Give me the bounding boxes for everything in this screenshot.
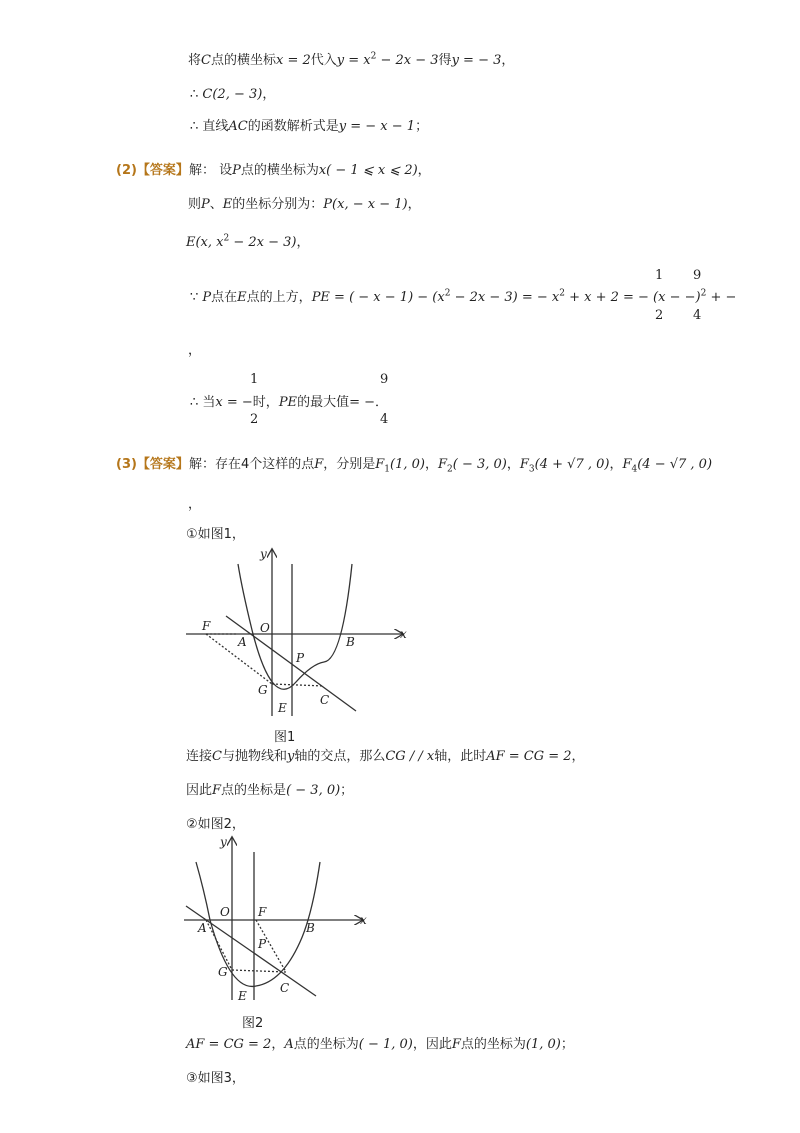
- label-o: O: [220, 905, 230, 919]
- fraction-denominator: 2: [250, 412, 259, 427]
- case-2-heading: ②如图2，: [186, 817, 245, 832]
- label-f: F: [202, 619, 211, 633]
- label-f: F: [258, 905, 267, 919]
- label-x: x: [400, 627, 407, 641]
- label-e: E: [238, 989, 247, 1003]
- case-1-heading: ①如图1，: [186, 527, 245, 542]
- segment-cg: [272, 684, 324, 686]
- segment-ag: [206, 920, 232, 970]
- fraction-denominator: 2: [655, 308, 664, 323]
- label-c: C: [320, 693, 330, 707]
- label-y: y: [220, 835, 227, 849]
- label-b: B: [346, 635, 355, 649]
- figure-2: [180, 832, 380, 1012]
- solution-line-1: 将C点的横坐标x = 2代入$y = x^2 - 2x - 3$得y = − 3，: [188, 51, 515, 68]
- part-2-line-1: (2)【答案】解： 设P点的横坐标为x( − 1 ⩽ x ⩽ 2)，: [116, 163, 431, 178]
- fraction-numerator: 1: [250, 372, 259, 387]
- part-3-line-3: 连接C与抛物线和y轴的交点，那么CG / / x轴，此时AF = CG = 2，: [186, 749, 585, 764]
- part-2-line-4: ∵ P点在E点的上方，PE = ( − $x - 1) - (x^2 - 2x - 3)$ = − $x^2 + x + 2$ = − $(x - -)^2$ + −: [190, 288, 737, 305]
- figure-1-caption: 图1: [274, 730, 296, 745]
- answer-tag-2: (2)【答案】: [116, 163, 189, 178]
- label-e: E: [278, 701, 287, 715]
- solution-line-2: ∴ C(2, − 3)，: [190, 87, 276, 102]
- label-g: G: [258, 683, 268, 697]
- part-2-line-3: E(x, $x^2 - 2x - 3$)，: [186, 233, 310, 250]
- label-a: A: [238, 635, 247, 649]
- answer-tag-3: (3)【答案】: [116, 457, 189, 472]
- label-p: P: [296, 651, 305, 665]
- figure-2-caption: 图2: [242, 1016, 264, 1031]
- fraction-numerator: 9: [693, 268, 702, 283]
- part-2-line-6: ∴ 当x = −时，PE的最大值= −．: [190, 395, 389, 410]
- part-3-line-2: ，: [188, 497, 202, 512]
- part-2-line-5: ，: [188, 343, 202, 358]
- label-p: P: [258, 937, 267, 951]
- figure-1: [180, 544, 420, 729]
- solution-line-3: ∴ 直线AC的函数解析式是y = − x − 1；: [190, 119, 429, 134]
- fraction-denominator: 4: [693, 308, 702, 323]
- part-2-line-2: 则P、E的坐标分别为：P(x, − x − 1)，: [188, 197, 421, 212]
- part-3-line-5: AF = CG = 2，A点的坐标为( − 1, 0)，因此F点的坐标为(1, 0)；: [186, 1037, 574, 1052]
- fraction-numerator: 1: [655, 268, 664, 283]
- label-a: A: [198, 921, 207, 935]
- fraction-numerator: 9: [380, 372, 389, 387]
- label-x: x: [360, 913, 367, 927]
- fraction-denominator: 4: [380, 412, 389, 427]
- label-g: G: [218, 965, 228, 979]
- label-b: B: [306, 921, 315, 935]
- label-y: y: [260, 547, 267, 561]
- part-3-line-4: 因此F点的坐标是( − 3, 0)；: [186, 783, 354, 798]
- part-3-line-1: (3)【答案】解：存在4个这样的点F，分别是$F_1(1$, 0)，$F_2( - 3$, 0)，$F_3(4 + √7$ , 0)，$F_4(4 - √7$ , 0): [116, 457, 713, 475]
- label-c: C: [280, 981, 290, 995]
- case-3-heading: ③如图3，: [186, 1071, 245, 1086]
- label-o: O: [260, 621, 270, 635]
